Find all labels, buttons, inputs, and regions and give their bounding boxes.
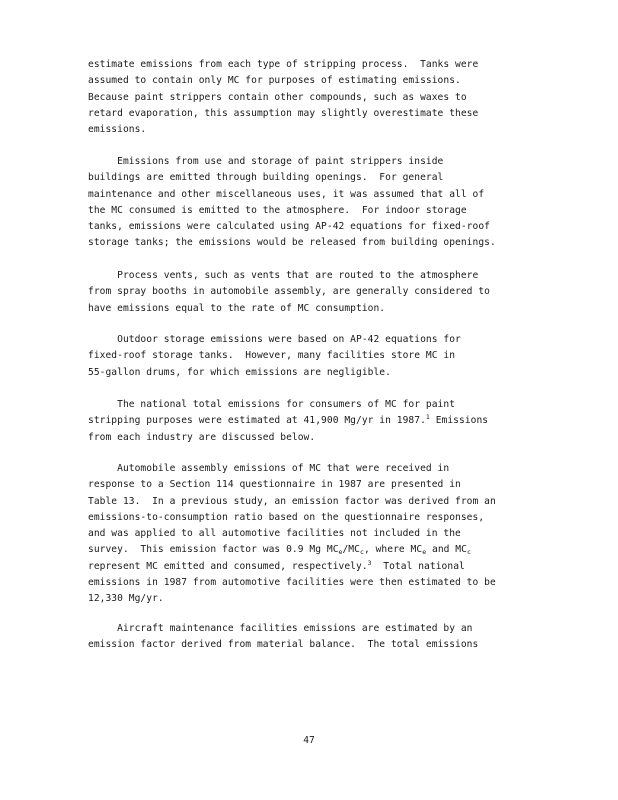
text-run: stripping purposes were estimated at 41,900 Mg/yr in 1987. [88, 415, 426, 427]
text-line: retard evaporation, this assumption may slightly overestimate these [88, 107, 479, 119]
text-run: and MC [426, 544, 467, 556]
text-line: Process vents, such as vents that are routed to the atmosphere [88, 270, 479, 281]
text-line [88, 542, 550, 558]
subscript: c [359, 548, 364, 557]
paragraph-4 [88, 332, 550, 381]
text-line: fixed-roof storage tanks. However, many facilities store MC in [88, 350, 456, 362]
text-line: emission factor derived from material balance. The total emissions [88, 639, 479, 651]
text-run: Emissions [429, 415, 489, 427]
text-line [88, 413, 550, 429]
paragraph-5 [88, 397, 550, 446]
footnote-ref: 3 [367, 558, 372, 567]
text-line: from spray booths in automobile assembly, are generally considered to [88, 286, 490, 298]
text-run: , where MC [363, 544, 423, 556]
text-line: assumed to contain only MC for purposes of estimating emissions. [88, 75, 461, 87]
text-line: emissions. [88, 124, 147, 136]
paragraph-1 [88, 57, 550, 138]
paragraph-3 [88, 268, 550, 317]
text-run: /MC [342, 544, 360, 556]
text-line: the MC consumed is emitted to the atmosphere. For indoor storage [88, 204, 467, 216]
footnote-ref: 1 [425, 413, 430, 422]
text-line: Aircraft maintenance facilities emissions are estimated by an [88, 623, 473, 634]
text-line: The national total emissions for consumers of MC for paint [88, 399, 456, 410]
page-number: 47 [303, 735, 315, 746]
subscript: e [422, 548, 427, 557]
text-run: represent MC emitted and consumed, respectively. [88, 560, 368, 572]
paragraph-6 [88, 461, 550, 608]
text-line: Automobile assembly emissions of MC that were received in [88, 463, 450, 474]
text-line: Emissions from use and storage of paint strippers inside [88, 156, 444, 167]
text-line: 12,330 Mg/yr. [88, 593, 164, 605]
text-line [88, 559, 550, 575]
text-line: tanks, emissions were calculated using AP-42 equations for fixed-roof [88, 221, 490, 233]
text-run: Total national [371, 560, 465, 572]
text-line: from each industry are discussed below. [88, 431, 316, 443]
text-line: maintenance and other miscellaneous uses, it was assumed that all of [88, 188, 485, 200]
subscript: c [466, 548, 471, 557]
text-line: emissions in 1987 from automotive facilities were then estimated to be [88, 577, 496, 589]
text-line: Because paint strippers contain other compounds, such as waxes to [88, 91, 467, 103]
paragraph-7 [88, 621, 550, 654]
text-line: 55-gallon drums, for which emissions are negligible. [88, 366, 391, 378]
text-line: estimate emissions from each type of stripping process. Tanks were [88, 59, 479, 70]
text-line: Table 13. In a previous study, an emission factor was derived from an [88, 495, 496, 507]
text-line: response to a Section 114 questionnaire in 1987 are presented in [88, 479, 461, 491]
text-line: and was applied to all automotive facilities not included in the [88, 528, 461, 540]
text-line: buildings are emitted through building openings. For general [88, 172, 444, 184]
text-line: have emissions equal to the rate of MC consumption. [88, 302, 386, 314]
text-run: survey. This emission factor was 0.9 Mg MC [88, 544, 339, 556]
text-line: storage tanks; the emissions would be released from building openings. [88, 237, 496, 249]
paragraph-2 [88, 154, 550, 252]
text-line: Outdoor storage emissions were based on AP-42 equations for [88, 334, 461, 345]
subscript: e [338, 548, 343, 557]
text-line: emissions-to-consumption ratio based on the questionnaire responses, [88, 511, 485, 523]
